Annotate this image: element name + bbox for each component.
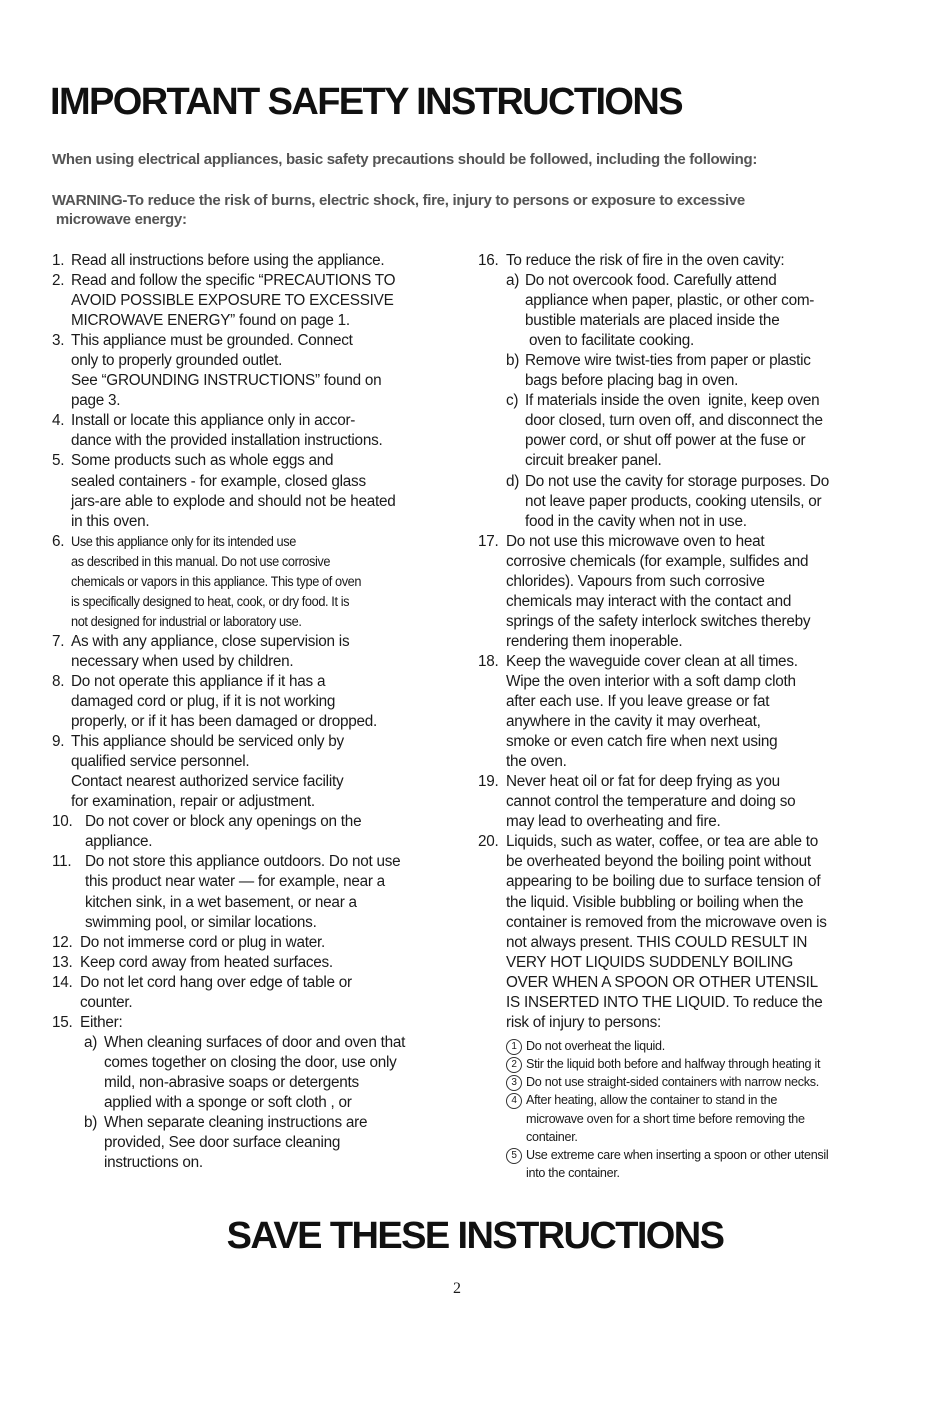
sub-item-line: instructions on. xyxy=(104,1154,203,1172)
item-line: may lead to overheating and fire. xyxy=(506,813,721,831)
sub-item-line: When separate cleaning instructions are xyxy=(104,1114,368,1132)
sub-item-line: door closed, turn oven off, and disconnect the xyxy=(525,412,823,430)
item-number: 16. xyxy=(478,252,499,269)
item-line: Do not operate this appliance if it has a xyxy=(71,672,326,690)
precaution-line: After heating, allow the container to stand in the xyxy=(526,1093,778,1108)
item-line: in this oven. xyxy=(71,512,150,530)
instruction-item xyxy=(52,672,452,732)
sub-item-line: Remove wire twist-ties from paper or plastic xyxy=(525,352,811,370)
precaution-line: into the container. xyxy=(526,1166,620,1181)
item-number: 9. xyxy=(52,733,65,751)
sub-item xyxy=(84,1113,452,1173)
instruction-item xyxy=(478,652,878,772)
item-number: 14. xyxy=(52,973,73,991)
item-number: 6. xyxy=(52,532,65,550)
circled-number: 4 xyxy=(506,1093,522,1109)
item-line: Use this appliance only for its intended use xyxy=(71,533,296,550)
item-line: dance with the provided installation instructions. xyxy=(71,432,383,450)
circled-number: 1 xyxy=(506,1039,522,1055)
item-line: rendering them inoperable. xyxy=(506,632,683,650)
item-number: 1. xyxy=(52,252,65,269)
item-line: Do not store this appliance outdoors. Do not use xyxy=(85,853,401,871)
precaution-item xyxy=(506,1091,878,1146)
item-line: cannot control the temperature and doing so xyxy=(506,793,796,811)
instruction-item xyxy=(52,953,452,973)
precaution-item xyxy=(506,1073,878,1091)
sub-item-line: Do not overcook food. Carefully attend xyxy=(525,272,777,290)
sub-item-label: a) xyxy=(84,1033,98,1051)
item-line: Either: xyxy=(80,1013,123,1031)
item-line: Do not use this microwave oven to heat xyxy=(506,532,765,550)
instruction-item xyxy=(52,532,452,632)
page-number: 2 xyxy=(453,1280,461,1297)
instruction-item xyxy=(478,532,878,652)
item-number: 20. xyxy=(478,833,499,851)
item-line: counter. xyxy=(80,993,133,1011)
item-line: corrosive chemicals (for example, sulfides and xyxy=(506,552,809,570)
instruction-item xyxy=(52,251,452,271)
sub-item-line: power cord, or shut off power at the fuse or xyxy=(525,432,806,450)
item-line: this product near water — for example, near a xyxy=(85,873,385,891)
instruction-item xyxy=(52,933,452,953)
page-title: IMPORTANT SAFETY INSTRUCTIONS xyxy=(50,81,682,123)
item-line: anywhere in the cavity it may overheat, xyxy=(506,713,761,731)
item-line: jars-are able to explode and should not be heated xyxy=(71,492,396,510)
instruction-item xyxy=(52,1013,452,1173)
circled-number: 5 xyxy=(506,1148,522,1164)
sub-item-line: oven to facilitate cooking. xyxy=(525,332,695,350)
item-line: after each use. If you leave grease or fat xyxy=(506,693,770,711)
instruction-item xyxy=(478,772,878,832)
sub-item-line: comes together on closing the door, use only xyxy=(104,1053,397,1071)
left-column xyxy=(52,251,452,1173)
item-line: Do not let cord hang over edge of table or xyxy=(80,973,352,991)
item-line: Do not immerse cord or plug in water. xyxy=(80,933,325,951)
precaution-item xyxy=(506,1055,878,1073)
sub-item-line: provided, See door surface cleaning xyxy=(104,1134,341,1152)
sub-item-line: When cleaning surfaces of door and oven that xyxy=(104,1033,406,1051)
item-number: 11. xyxy=(52,853,72,871)
item-line: chemicals may interact with the contact and xyxy=(506,592,792,610)
sub-item-line: If materials inside the oven ignite, keep oven xyxy=(525,392,820,410)
item-line: Contact nearest authorized service facility xyxy=(71,773,344,791)
item-line: qualified service personnel. xyxy=(71,753,250,771)
item-line: Read all instructions before using the appliance. xyxy=(71,252,385,269)
sub-item xyxy=(506,391,878,471)
precaution-line: container. xyxy=(526,1129,578,1144)
item-line: Liquids, such as water, coffee, or tea are able to xyxy=(506,833,819,851)
item-line: page 3. xyxy=(71,392,121,410)
sub-item-line: bags before placing bag in oven. xyxy=(525,372,739,390)
item-line: kitchen sink, in a wet basement, or near a xyxy=(85,893,357,911)
item-line: necessary when used by children. xyxy=(71,652,294,670)
precaution-line: Use extreme care when inserting a spoon or other utensil xyxy=(526,1148,829,1163)
item-line: Some products such as whole eggs and xyxy=(71,452,334,470)
item-line: To reduce the risk of fire in the oven cavity: xyxy=(506,252,785,269)
precaution-line: Do not overheat the liquid. xyxy=(526,1038,665,1053)
sub-item-line: bustible materials are placed inside the xyxy=(525,312,780,330)
precaution-list xyxy=(506,1037,878,1183)
instruction-item xyxy=(52,331,452,411)
item-number: 2. xyxy=(52,272,65,290)
precaution-item xyxy=(506,1146,878,1182)
instruction-item xyxy=(52,852,452,932)
item-line: MICROWAVE ENERGY” found on page 1. xyxy=(71,312,350,330)
item-line: Never heat oil or fat for deep frying as you xyxy=(506,773,780,791)
sub-item-line: circuit breaker panel. xyxy=(525,452,662,470)
item-line: is specifically designed to heat, cook, or dry food. It is xyxy=(71,593,350,610)
item-number: 15. xyxy=(52,1013,73,1031)
item-line: OVER WHEN A SPOON OR OTHER UTENSIL xyxy=(506,973,818,991)
item-number: 7. xyxy=(52,632,65,650)
sub-item-label: d) xyxy=(506,472,520,490)
item-number: 13. xyxy=(52,953,73,971)
item-line: not designed for industrial or laboratory use. xyxy=(71,613,302,630)
item-line: Install or locate this appliance only in accor- xyxy=(71,412,356,430)
item-line: risk of injury to persons: xyxy=(506,1013,662,1031)
warning-line: WARNING-To reduce the risk of burns, electric shock, fire, injury to persons or exposure to excessive xyxy=(52,192,745,209)
sub-item xyxy=(506,351,878,391)
sub-item-line: Do not use the cavity for storage purposes. Do xyxy=(525,472,829,490)
item-line: AVOID POSSIBLE EXPOSURE TO EXCESSIVE xyxy=(71,292,394,310)
item-line: for examination, repair or adjustment. xyxy=(71,793,315,811)
instruction-item xyxy=(52,451,452,531)
item-line: swimming pool, or similar locations. xyxy=(85,913,317,931)
sub-item-line: appliance when paper, plastic, or other com- xyxy=(525,292,815,310)
item-number: 4. xyxy=(52,412,65,430)
item-line: springs of the safety interlock switches thereby xyxy=(506,612,811,630)
instruction-item xyxy=(52,973,452,1013)
sub-item-label: a) xyxy=(506,272,520,290)
item-number: 8. xyxy=(52,672,65,690)
item-line: Wipe the oven interior with a soft damp cloth xyxy=(506,672,796,690)
item-line: the liquid. Visible bubbling or boiling when the xyxy=(506,893,804,911)
item-number: 3. xyxy=(52,332,65,350)
item-number: 18. xyxy=(478,652,499,670)
item-line: properly, or if it has been damaged or dropped. xyxy=(71,713,377,731)
instruction-item xyxy=(52,632,452,672)
circled-number: 3 xyxy=(506,1075,522,1091)
precaution-line: Do not use straight-sided containers with narrow necks. xyxy=(526,1075,819,1090)
item-number: 17. xyxy=(478,532,499,550)
item-line: This appliance must be grounded. Connect xyxy=(71,332,353,350)
instruction-item xyxy=(52,732,452,812)
item-line: smoke or even catch fire when next using xyxy=(506,733,778,751)
item-line: As with any appliance, close supervision is xyxy=(71,632,350,650)
instruction-item xyxy=(52,411,452,451)
item-line: be overheated beyond the boiling point without xyxy=(506,853,811,871)
item-line: See “GROUNDING INSTRUCTIONS” found on xyxy=(71,372,382,390)
warning-text xyxy=(52,191,902,229)
item-line: chlorides). Vapours from such corrosive xyxy=(506,572,765,590)
item-line: not always present. THIS COULD RESULT IN xyxy=(506,933,808,951)
item-number: 19. xyxy=(478,773,499,791)
item-line: appliance. xyxy=(85,833,153,851)
item-number: 5. xyxy=(52,452,65,470)
precaution-item xyxy=(506,1037,878,1055)
item-line: Keep cord away from heated surfaces. xyxy=(80,953,333,971)
item-number: 12. xyxy=(52,933,73,951)
item-line: damaged cord or plug, if it is not working xyxy=(71,693,336,711)
sub-item-label: c) xyxy=(506,392,519,410)
precaution-line: Stir the liquid both before and halfway through heating it xyxy=(526,1057,821,1072)
sub-item-label: b) xyxy=(506,352,520,370)
instruction-item xyxy=(478,832,878,1182)
instruction-item xyxy=(52,812,452,852)
item-line: Keep the waveguide cover clean at all times. xyxy=(506,652,798,670)
instruction-item xyxy=(478,251,878,532)
sub-item-line: applied with a sponge or soft cloth , or xyxy=(104,1093,352,1111)
sub-item-line: food in the cavity when not in use. xyxy=(525,512,747,530)
intro-text: When using electrical appliances, basic safety precautions should be followed, including the following: xyxy=(52,151,758,168)
sub-item xyxy=(84,1033,452,1113)
circled-number: 2 xyxy=(506,1057,522,1073)
precaution-line: microwave oven for a short time before removing the xyxy=(526,1111,805,1126)
sub-item-line: not leave paper products, cooking utensils, or xyxy=(525,492,822,510)
save-instructions-title: SAVE THESE INSTRUCTIONS xyxy=(226,1215,724,1257)
item-line: Do not cover or block any openings on the xyxy=(85,813,362,831)
sub-item-line: mild, non-abrasive soaps or detergents xyxy=(104,1073,359,1091)
item-line: This appliance should be serviced only by xyxy=(71,733,344,751)
item-line: appearing to be boiling due to surface tension of xyxy=(506,873,821,891)
item-line: VERY HOT LIQUIDS SUDDENLY BOILING xyxy=(506,953,794,971)
right-column xyxy=(478,251,878,1182)
item-line: sealed containers - for example, closed glass xyxy=(71,472,366,490)
item-line: chemicals or vapors in this appliance. This type of oven xyxy=(71,573,362,590)
item-line: the oven. xyxy=(506,753,567,771)
sub-item-label: b) xyxy=(84,1114,98,1132)
warning-line: microwave energy: xyxy=(52,211,187,228)
item-line: IS INSERTED INTO THE LIQUID. To reduce the xyxy=(506,993,823,1011)
item-line: only to properly grounded outlet. xyxy=(71,352,283,370)
sub-item xyxy=(506,472,878,532)
item-line: as described in this manual. Do not use corrosive xyxy=(71,553,331,570)
item-line: container is removed from the microwave oven is xyxy=(506,913,827,931)
sub-item xyxy=(506,271,878,351)
item-line: Read and follow the specific “PRECAUTIONS TO xyxy=(71,272,396,290)
instruction-item xyxy=(52,271,452,331)
item-number: 10. xyxy=(52,813,73,831)
